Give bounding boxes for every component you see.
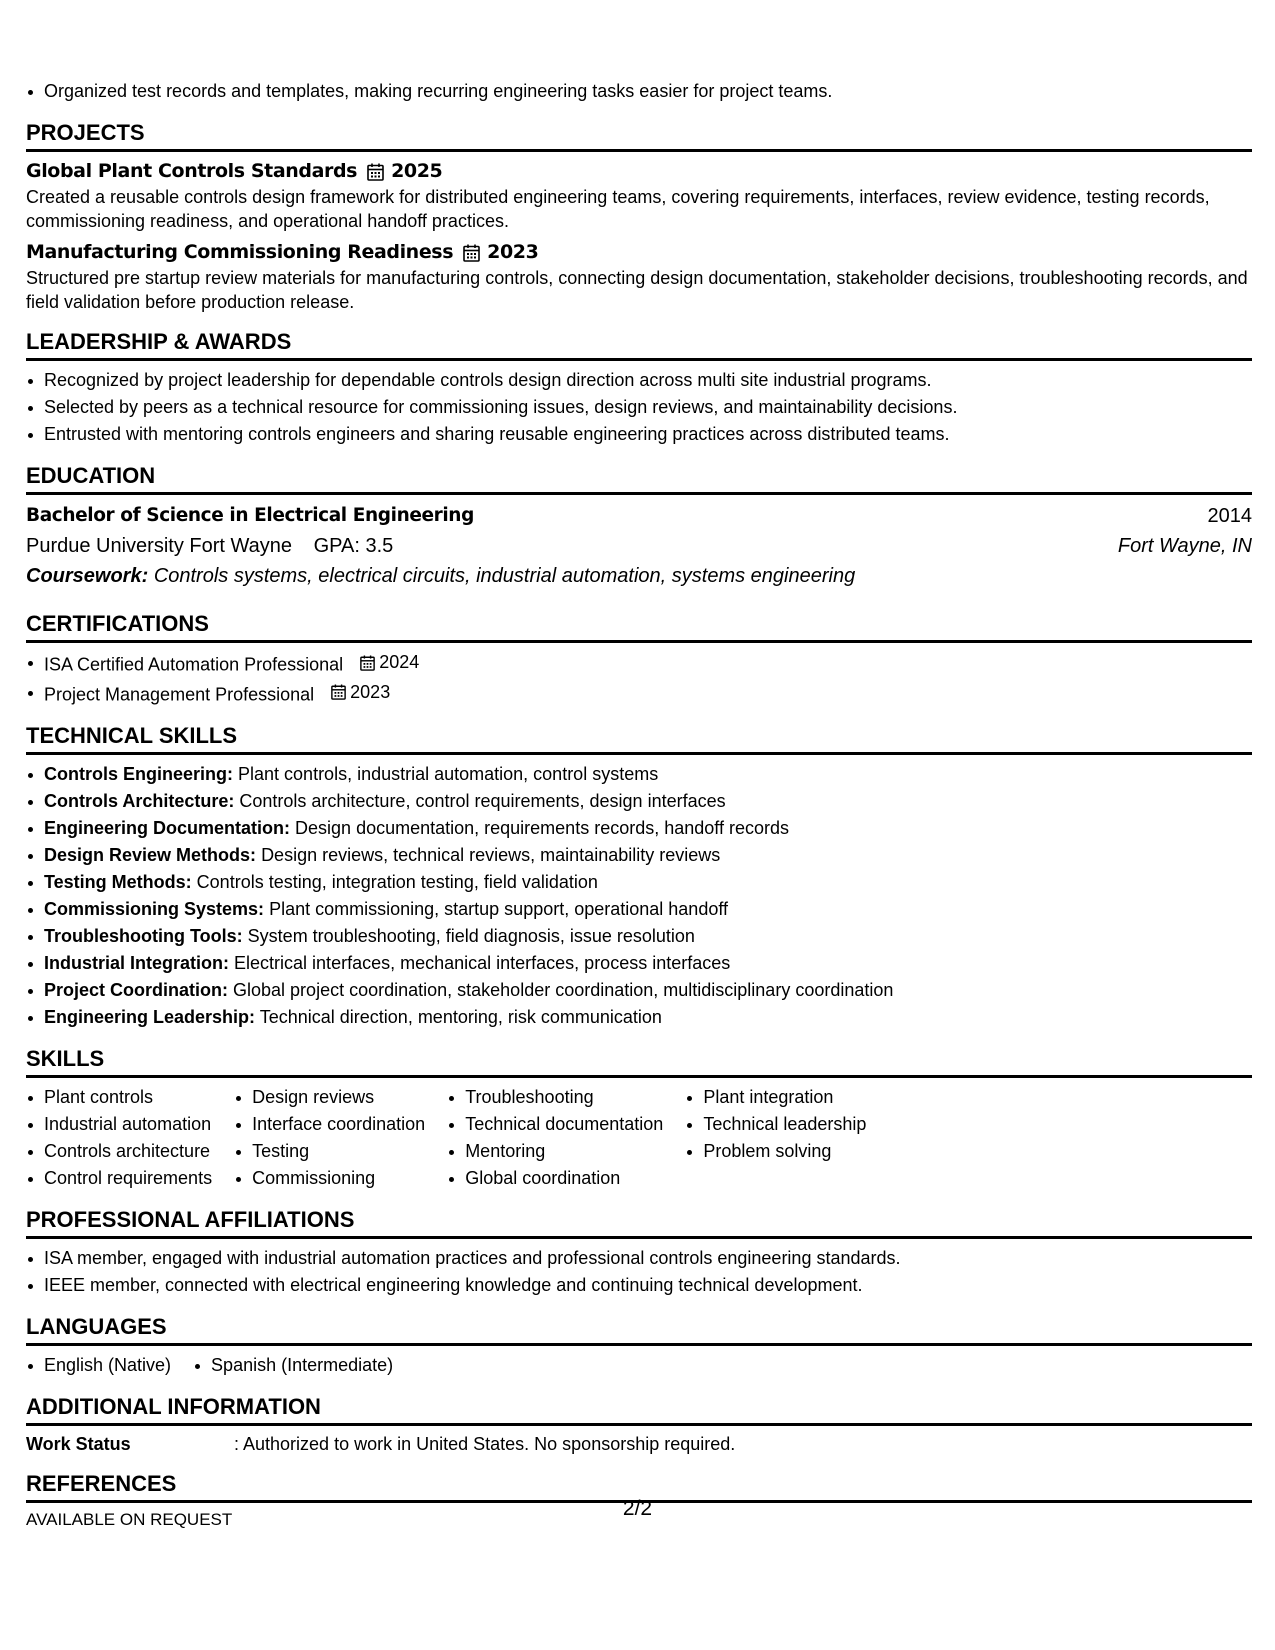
list-item: IEEE member, connected with electrical engineering knowledge and continuing technical development. [26, 1272, 1252, 1299]
skill-label: Controls Engineering: [44, 764, 233, 784]
list-item: Problem solving [685, 1138, 866, 1165]
list-item [26, 842, 1252, 869]
list-item: Industrial automation [26, 1111, 212, 1138]
section-heading-certifications: CERTIFICATIONS [26, 609, 1252, 643]
skills-column [234, 1084, 425, 1192]
list-item: Technical documentation [447, 1111, 663, 1138]
calendar-icon [331, 684, 346, 700]
project-description: Structured pre startup review materials for manufacturing controls, connecting design documentation, stakeholder decisions, troubleshooting records, and field validation before production release. [26, 268, 1248, 312]
list-item: Spanish (Intermediate) [193, 1352, 393, 1379]
education-year: 2014 [1207, 505, 1252, 527]
list-item [26, 679, 1252, 709]
list-item: Design reviews [234, 1084, 425, 1111]
education-degree: Bachelor of Science in Electrical Engineering [26, 505, 474, 526]
list-item: Entrusted with mentoring controls engineers and sharing reusable engineering practices across distributed teams. [26, 421, 1252, 448]
list-item: Testing [234, 1138, 425, 1165]
languages-list [26, 1352, 1252, 1379]
project-entry [26, 158, 1252, 233]
skill-text: Plant controls, industrial automation, control systems [238, 764, 659, 784]
list-item: Mentoring [447, 1138, 663, 1165]
list-item [26, 788, 1252, 815]
work-status-label: Work Status [26, 1434, 131, 1454]
skills-column [447, 1084, 663, 1192]
coursework-text: Controls systems, electrical circuits, industrial automation, systems engineering [153, 565, 856, 587]
skill-text: Plant commissioning, startup support, operational handoff [269, 899, 729, 919]
technical-skills-list [26, 761, 1252, 1031]
section-heading-affiliations: PROFESSIONAL AFFILIATIONS [26, 1205, 1252, 1239]
project-title: Global Plant Controls Standards [26, 160, 358, 182]
section-heading-additional-info: ADDITIONAL INFORMATION [26, 1392, 1252, 1426]
section-heading-technical-skills: TECHNICAL SKILLS [26, 721, 1252, 755]
list-item: Technical leadership [685, 1111, 866, 1138]
list-item [26, 869, 1252, 896]
skill-label: Industrial Integration: [44, 953, 230, 973]
section-heading-leadership: LEADERSHIP & AWARDS [26, 327, 1252, 361]
list-item: Organized test records and templates, making recurring engineering tasks easier for project teams. [26, 78, 1252, 105]
skill-text: System troubleshooting, field diagnosis, issue resolution [247, 926, 695, 946]
certification-name: ISA Certified Automation Professional [44, 654, 344, 675]
skill-text: Design reviews, technical reviews, maintainability reviews [261, 845, 721, 865]
certification-date: 2024 [379, 652, 420, 672]
list-item: Plant integration [685, 1084, 866, 1111]
education-gpa: GPA: 3.5 [313, 535, 394, 557]
list-item: Interface coordination [234, 1111, 425, 1138]
skill-text: Global project coordination, stakeholder coordination, multidisciplinary coordination [233, 980, 894, 1000]
section-heading-education: EDUCATION [26, 461, 1252, 495]
skills-grid [26, 1084, 1252, 1192]
skill-label: Project Coordination: [44, 980, 228, 1000]
section-heading-languages: LANGUAGES [26, 1312, 1252, 1346]
calendar-icon [367, 163, 384, 181]
skill-text: Technical direction, mentoring, risk communication [259, 1007, 662, 1027]
list-item [26, 950, 1252, 977]
certification-name: Project Management Professional [44, 684, 315, 704]
list-item [26, 649, 1252, 679]
skill-label: Controls Architecture: [44, 791, 235, 811]
skill-label: Engineering Documentation: [44, 818, 291, 838]
project-date: 2025 [391, 160, 443, 182]
project-entry [26, 239, 1252, 314]
resume-content [26, 78, 1252, 1531]
list-item: English (Native) [26, 1352, 171, 1379]
list-item: Selected by peers as a technical resource for commissioning issues, design reviews, and maintainability decisions. [26, 394, 1252, 421]
page-number: 2/2 [622, 1497, 653, 1520]
skill-label: Troubleshooting Tools: [44, 926, 243, 946]
project-description: Created a reusable controls design framework for distributed engineering teams, covering requirements, interfaces, review evidence, testing records, commissioning readiness, and operational handoff practices. [26, 187, 1210, 231]
list-item [26, 923, 1252, 950]
education-school: Purdue University Fort Wayne [26, 535, 293, 557]
list-item: Troubleshooting [447, 1084, 663, 1111]
project-date: 2023 [487, 241, 539, 263]
list-item [26, 896, 1252, 923]
skill-text: Design documentation, requirements records, handoff records [295, 818, 789, 838]
list-item: ISA member, engaged with industrial automation practices and professional controls engineering standards. [26, 1245, 1252, 1272]
list-item [26, 815, 1252, 842]
skill-text: Electrical interfaces, mechanical interfaces, process interfaces [234, 953, 731, 973]
list-item: Controls architecture [26, 1138, 212, 1165]
skill-label: Commissioning Systems: [44, 899, 265, 919]
education-location: Fort Wayne, IN [1117, 535, 1252, 557]
project-title: Manufacturing Commissioning Readiness [26, 241, 454, 263]
list-item [26, 977, 1252, 1004]
skill-text: Controls testing, integration testing, field validation [196, 872, 598, 892]
work-status-value: : Authorized to work in United States. No sponsorship required. [234, 1434, 736, 1454]
section-heading-skills: SKILLS [26, 1044, 1252, 1078]
section-heading-projects: PROJECTS [26, 118, 1252, 152]
affiliations-list [26, 1245, 1252, 1299]
leadership-list [26, 367, 1252, 448]
list-item [26, 1004, 1252, 1031]
list-item: Plant controls [26, 1084, 212, 1111]
work-status-row [26, 1432, 1252, 1456]
section-heading-references: REFERENCES [26, 1469, 1252, 1503]
list-item: Control requirements [26, 1165, 212, 1192]
skill-label: Design Review Methods: [44, 845, 257, 865]
experience-tail-list [26, 78, 1252, 105]
coursework-label: Coursework: [26, 565, 149, 587]
skill-label: Engineering Leadership: [44, 1007, 256, 1027]
list-item: Global coordination [447, 1165, 663, 1192]
skills-column [26, 1084, 212, 1192]
list-item: Commissioning [234, 1165, 425, 1192]
certification-date: 2023 [350, 681, 391, 702]
calendar-icon [360, 655, 375, 671]
certifications-list [26, 649, 1252, 708]
skills-column [685, 1084, 866, 1192]
calendar-icon [463, 244, 480, 262]
skill-label: Testing Methods: [44, 872, 192, 892]
skill-text: Controls architecture, control requirements, design interfaces [239, 791, 726, 811]
list-item [26, 761, 1252, 788]
list-item: Recognized by project leadership for dependable controls design direction across multi site industrial programs. [26, 367, 1252, 394]
references-text: AVAILABLE ON REQUEST [26, 1510, 233, 1529]
